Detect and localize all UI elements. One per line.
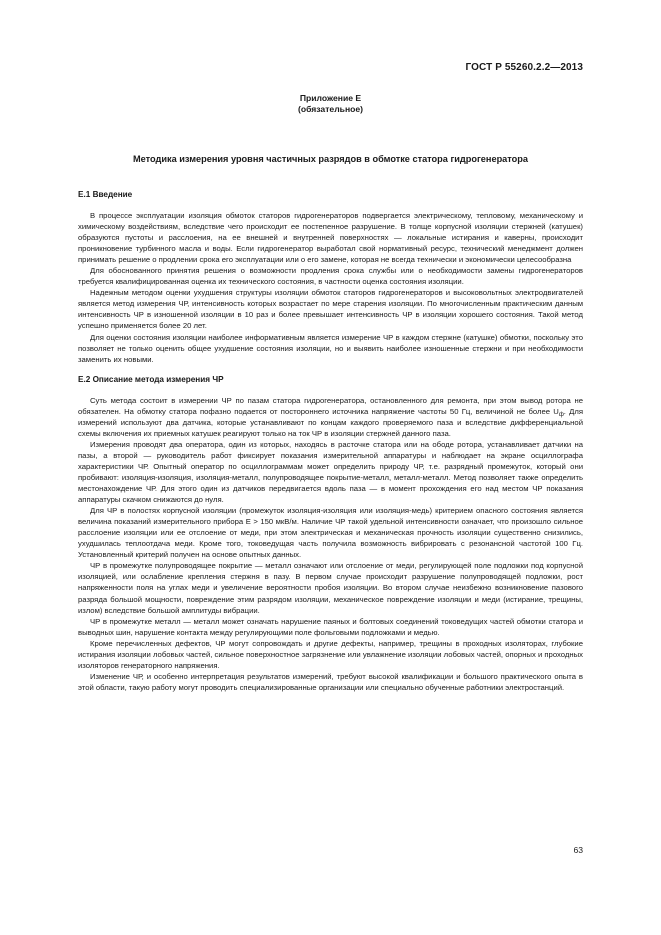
annex-title: Приложение Е [299,93,362,103]
annex-subtitle: (обязательное) [297,104,364,114]
standard-number: ГОСТ Р 55260.2.2—2013 [465,62,583,73]
paragraph [78,395,583,439]
paragraph-text: Суть метода состоит в измерении ЧР по пазам статора гидрогенератора, остановленного для ремонта, при этом вывод ротора не обязателен. На обмотку статора пофазно подается от постороннего источника напряжение частоты 50 Гц, величиной не более U [78,395,583,416]
paragraph: ЧР в промежутке металл — металл может означать нарушение паяных и болтовых соединений токоведущих частей обмотки статора и выводных шин, нарушение контакта между регулирующими поле фольговыми подложками и медью. [78,616,583,637]
paragraph: Для ЧР в полостях корпусной изоляции (промежуток изоляция-изоляция или изоляция-медь) критерием опасного состояния является величина показаний измерительного прибора Е > 150 мкВ/м. Наличие ЧР такой удельной интенсивности означает, что произошло сильное расслоение изоляции или ее отслоение от меди, при этом электрическая и механическая прочность изоляции существенно снизились, ухудшилась теплоотдача меди. Кроме того, токоведущая часть получила возможность вибрировать с резонансной частотой 100 Гц. Установленный критерий получен на основе опытных данных. [78,506,583,560]
paragraph: Изменение ЧР, и особенно интерпретация результатов измерений, требуют высокой квалификации и большого практического опыта в этой области, такую работу могут проводить специализированные организации или специально обученные работники электростанций. [78,671,583,692]
paragraph: Для оценки состояния изоляции наиболее информативным является измерение ЧР в каждом стержне (катушке) обмотки, поскольку это позволяет не только оценить общее ухудшение состояния изоляции, но и выявить наиболее изношенные стержни и при необходимости заменить их новыми. [78,332,583,364]
document-body [78,189,583,693]
paragraph: Измерения проводят два оператора, один из которых, находясь в расточке статора или на ободе ротора, устанавливает датчики на пазы, а второй — руководитель работ фиксирует показания измерительной аппаратуры и наблюдает на экране осциллографа характеристики ЧР. Опытный оператор по осциллограммам может определить природу ЧР, т.е. разрядный промежуток, который они пробивают: изоляция-изоляция, изоляция-металл, полупроводящее покрытие-металл, металл-металл. Метод позволяет также определить местонахождение ЧР. Для этого один из датчиков передвигается вдоль паза — в момент прохождения его над местом ЧР показания аппаратуры скачком снижаются до нуля. [78,439,583,505]
paragraph: Надежным методом оценки ухудшения структуры изоляции обмоток статоров гидрогенераторов и высоковольтных электродвигателей является метод измерения ЧР, интенсивность которых возрастает по мере старения изоляции. По многочисленным практическим данным интенсивность ЧР в изношенной изоляции в 10 раз и более превышает интенсивность ЧР в изоляции хорошего состояния. Такой метод успешно применяется более 20 лет. [78,288,583,331]
page-number: 63 [573,845,583,855]
paragraph: Кроме перечисленных дефектов, ЧР могут сопровождать и другие дефекты, например, трещины в проходных изоляторах, глубокие истирания изоляции лобовых частей, сильное поверхностное загрязнение или увлажнение изоляции лобовых частей, опорных и проходных изоляторов генераторного напряжения. [78,638,583,670]
subscript: ф [558,411,564,418]
paragraph: В процессе эксплуатации изоляция обмоток статоров гидрогенераторов подвергается электрическому, тепловому, механическому и химическому воздействиям, вследствие чего происходит ее постепенное разрушение. В толще корпусной изоляции стержней (катушек) образуются пустоты и расслоения, на ее внешней и внутренней поверхностях — локальные истирания и каверны, происходит проникновение турбинного масла и воды. Если гидрогенератор выработал свой нормативный ресурс, технический менеджмент должен принимать решение о продлении срока его эксплуатации или о его замене, которая не всегда технически и экономически целесообразна [78,211,583,265]
paragraph: ЧР в промежутке полупроводящее покрытие — металл означают или отслоение от меди, регулирующей поле подложки под корпусной изоляцией, или ослабление крепления стержня в пазу. В первом случае происходит разрушение полупроводящей подложки, рост напряженности поля на углах меди и увеличение вероятности пробоя изоляции. Во втором случае неизбежно возникновение пазового разряда большой мощности, повреждение этим разрядом изоляции, механическое повреждение изоляции и меди (истирание, трещины, излом) вследствие большой амплитуды вибрации. [78,561,583,615]
section-heading-e2: Е.2 Описание метода измерения ЧР [78,374,224,384]
section-heading-e1: Е.1 Введение [78,190,133,199]
paragraph: Для обоснованного принятия решения о возможности продления срока службы или о необходимости замены гидрогенераторов требуется квалифицированная оценка их технического состояния, в частности оценка состояния изоляции. [78,266,583,287]
paragraph-text: . Для измерений используют два датчика, которые устанавливают по концам каждого проверяемого паза и вследствие дифференциальной схемы включения их приемных катушек реагируют только на ток ЧР в изоляции стержней данного паза. [78,406,583,438]
document-title: Методика измерения уровня частичных разрядов в обмотке статора гидрогенератора [132,154,529,164]
